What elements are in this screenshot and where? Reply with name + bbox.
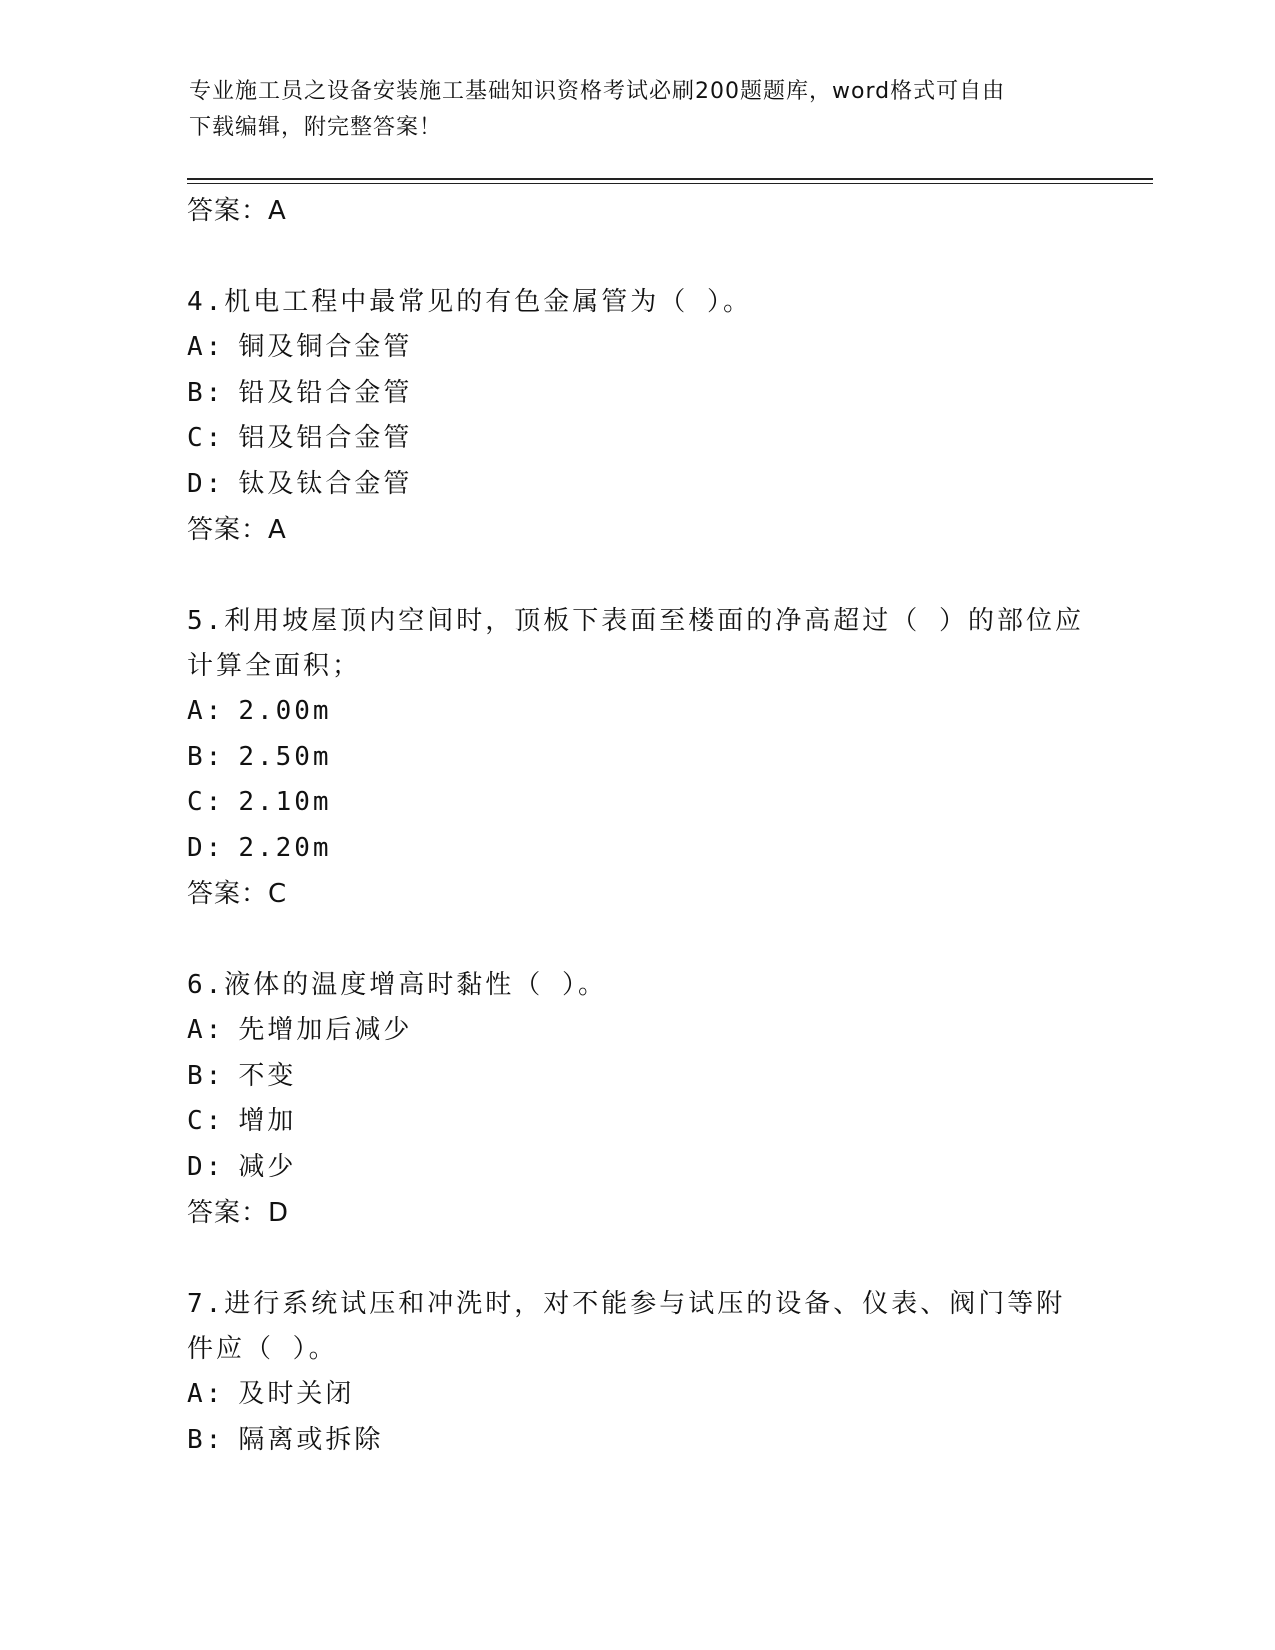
option-text: 隔离或拆除: [238, 1424, 384, 1455]
option-text: 铅及铅合金管: [238, 377, 413, 408]
option-letter: A:: [187, 696, 225, 726]
question-stem-line: 6.液体的温度增高时黏性（ ）。: [187, 970, 607, 1000]
option-text: 2.00m: [238, 696, 332, 726]
question-stem-4: [187, 278, 1087, 325]
answer-q6: 答案：D: [187, 1198, 290, 1228]
option-b: [187, 371, 1087, 417]
option-text: 及时关闭: [238, 1379, 355, 1409]
question-block-5: [187, 597, 1087, 917]
option-letter: A:: [187, 1379, 225, 1409]
question-stem-5: [187, 597, 1087, 689]
option-letter: D:: [187, 1151, 225, 1182]
answer-q4: 答案：A: [187, 515, 287, 545]
option-text: 减少: [238, 1151, 297, 1182]
option-d: [187, 462, 1087, 508]
spacer: [187, 553, 1087, 597]
option-letter: D:: [187, 832, 225, 863]
option-d: [187, 1145, 1087, 1191]
question-block-6: [187, 961, 1087, 1236]
option-letter: C:: [187, 1106, 225, 1136]
question-stem-7: [187, 1280, 1087, 1372]
option-a: [187, 1008, 1087, 1054]
question-stem-line: 4.机电工程中最常见的有色金属管为（ ）。: [187, 287, 752, 317]
question-block-7: [187, 1280, 1087, 1463]
option-b: [187, 1054, 1087, 1100]
option-b: [187, 1418, 1087, 1464]
option-letter: A:: [187, 1015, 225, 1045]
spacer: [187, 1236, 1087, 1280]
option-text: 增加: [238, 1106, 297, 1136]
option-c: [187, 780, 1087, 826]
document-header: [189, 74, 1069, 146]
option-text: 不变: [238, 1060, 297, 1091]
option-c: [187, 1099, 1087, 1145]
option-a: [187, 325, 1087, 371]
header-divider-thin: [187, 183, 1153, 184]
question-list: [187, 188, 1087, 1463]
header-line-2: 下载编辑，附完整答案！: [189, 115, 443, 140]
header-line-1: 专业施工员之设备安装施工基础知识资格考试必刷200题题库，word格式可自由: [189, 79, 1006, 104]
header-divider-thick: [187, 178, 1153, 180]
option-text: 2.50m: [238, 741, 332, 772]
option-letter: D:: [187, 468, 225, 499]
option-text: 钛及钛合金管: [238, 468, 413, 499]
question-stem-line: 计算全面积；: [187, 651, 362, 681]
option-a: [187, 689, 1087, 735]
option-letter: B:: [187, 741, 225, 772]
option-text: 铝及铝合金管: [238, 423, 413, 453]
option-letter: B:: [187, 1060, 225, 1091]
option-text: 铜及铜合金管: [238, 332, 413, 362]
option-letter: A:: [187, 332, 225, 362]
option-letter: B:: [187, 377, 225, 408]
option-c: [187, 416, 1087, 462]
question-stem-line: 7.进行系统试压和冲洗时，对不能参与试压的设备、仪表、阀门等附: [187, 1289, 1066, 1319]
option-text: 2.20m: [238, 832, 332, 863]
option-a: [187, 1372, 1087, 1418]
option-d: [187, 826, 1087, 872]
option-text: 2.10m: [238, 787, 332, 817]
question-stem-line: 5.利用坡屋顶内空间时，顶板下表面至楼面的净高超过（ ）的部位应: [187, 606, 1084, 636]
spacer: [187, 917, 1087, 961]
answer-q5: 答案：C: [187, 879, 288, 909]
option-b: [187, 735, 1087, 781]
question-block-4: [187, 278, 1087, 553]
option-text: 先增加后减少: [238, 1015, 413, 1045]
question-stem-line: 件应（ ）。: [187, 1334, 338, 1364]
answer-q3: 答案：A: [187, 196, 287, 226]
option-letter: B:: [187, 1424, 225, 1455]
question-stem-6: [187, 961, 1087, 1008]
spacer: [187, 234, 1087, 278]
option-letter: C:: [187, 787, 225, 817]
option-letter: C:: [187, 423, 225, 453]
